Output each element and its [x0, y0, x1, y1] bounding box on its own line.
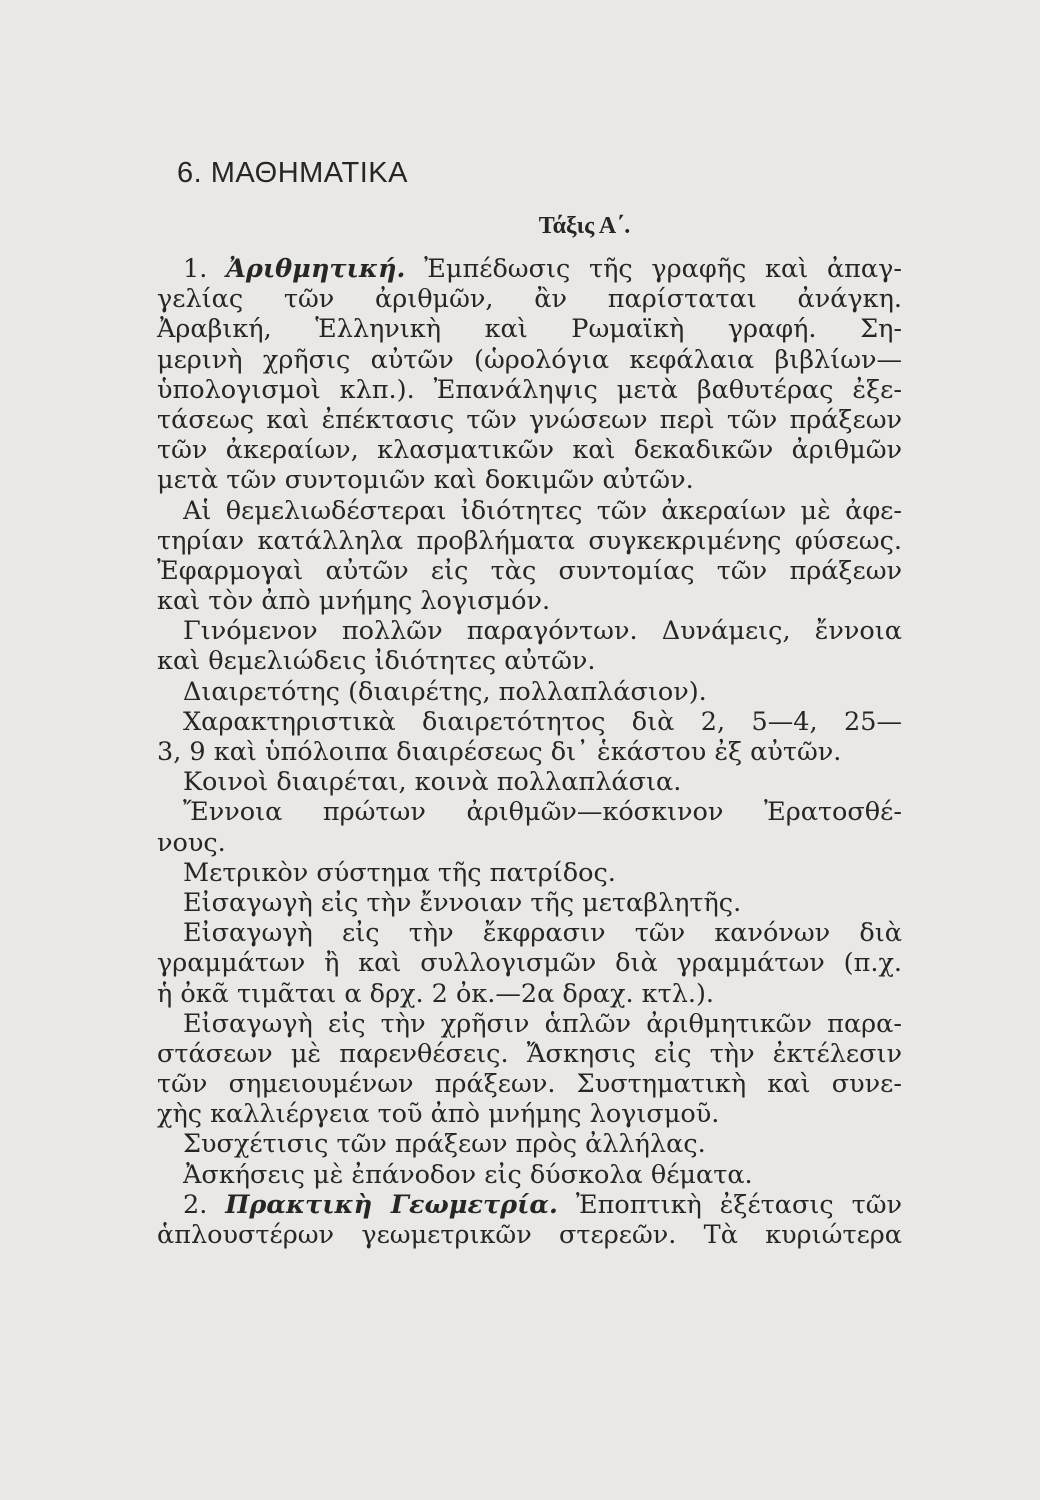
- line-text: Μετρικὸν σύστημα τῆς πατρίδος.: [183, 857, 616, 888]
- text-line: [157, 918, 902, 948]
- line-text: τηρίαν κατάλληλα προβλήματα συγκεκριμένης φύσεως.: [157, 525, 902, 556]
- line-text: στάσεων μὲ παρενθέσεις. Ἄσκησις εἰς τὴν ἐκτέλεσιν: [157, 1038, 902, 1069]
- emphasized-term: Ἀριθμητική.: [226, 254, 406, 284]
- line-text: γραμμάτων ἢ καὶ συλλογισμῶν διὰ γραμμάτων (π.χ.: [157, 948, 902, 979]
- text-line: [157, 1009, 902, 1039]
- line-text: μερινὴ χρῆσις αὐτῶν (ὡρολόγια κεφάλαια βιβλίων—: [157, 344, 902, 375]
- text-line: [157, 797, 902, 827]
- line-text: Ἀραβική, Ἑλληνικὴ καὶ Ρωμαϊκὴ γραφή. Ση-: [157, 314, 902, 345]
- line-text: Ἔννοια πρώτων ἀριθμῶν—κόσκινον Ἐρατοσθέ-: [183, 797, 902, 828]
- text-line: [157, 1099, 902, 1129]
- section-heading: 6. ΜΑΘΗΜΑΤΙΚΑ: [177, 157, 408, 189]
- line-text: Εἰσαγωγὴ εἰς τὴν χρῆσιν ἁπλῶν ἀριθμητικῶν παρα-: [183, 1008, 902, 1039]
- text-line: [157, 375, 902, 405]
- text-line: [157, 646, 902, 676]
- line-text-rest: Ἐποπτικὴ ἐξέτασις τῶν: [557, 1189, 903, 1220]
- text-line: [157, 1129, 902, 1159]
- text-line: [157, 888, 902, 918]
- line-text: ὑπολογισμοὶ κλπ.). Ἐπανάληψις μετὰ βαθυτέρας ἐξε-: [157, 374, 902, 405]
- line-text: 1.: [183, 254, 227, 284]
- page-content: [157, 150, 902, 1250]
- line-text: ἁπλουστέρων γεωμετρικῶν στερεῶν. Τὰ κυριώτερα: [157, 1220, 902, 1250]
- text-line: [157, 979, 902, 1009]
- text-line: [157, 1220, 902, 1250]
- text-line: [157, 556, 902, 586]
- line-text: γελίας τῶν ἀριθμῶν, ἂν παρίσταται ἀνάγκη.: [157, 284, 902, 315]
- line-text: Διαιρετότης (διαιρέτης, πολλαπλάσιον).: [183, 676, 707, 707]
- line-text: Χαρακτηριστικὰ διαιρετότητος διὰ 2, 5—4, 25—: [183, 706, 902, 737]
- line-text: ἡ ὀκᾶ τιμᾶται α δρχ. 2 ὀκ.—2α δραχ. κτλ.).: [157, 978, 715, 1009]
- text-line: [157, 254, 902, 284]
- text-line: [157, 345, 902, 375]
- line-text: χὴς καλλιέργεια τοῦ ἀπὸ μνήμης λογισμοῦ.: [157, 1099, 720, 1130]
- line-text: τῶν ἀκεραίων, κλασματικῶν καὶ δεκαδικῶν ἀριθμῶν: [157, 435, 902, 466]
- text-line: [157, 1190, 902, 1220]
- line-text: νους.: [157, 827, 226, 858]
- text-line: [157, 526, 902, 556]
- text-line: [157, 677, 902, 707]
- text-line: [157, 828, 902, 858]
- class-subheading: Τάξις Α΄.: [538, 213, 631, 239]
- line-text: τάσεως καὶ ἐπέκτασις τῶν γνώσεων περὶ τῶν πράξεων: [157, 404, 902, 435]
- line-text: καὶ θεμελιώδεις ἰδιότητες αὐτῶν.: [157, 646, 596, 677]
- text-line: [157, 737, 902, 767]
- text-line: [157, 1039, 902, 1069]
- text-line: [157, 405, 902, 435]
- text-line: [157, 767, 902, 797]
- line-text: Εἰσαγωγὴ εἰς τὴν ἔννοιαν τῆς μεταβλητῆς.: [183, 887, 742, 918]
- text-line: [157, 314, 902, 344]
- text-line: [157, 284, 902, 314]
- text-line: [157, 586, 902, 616]
- line-text: μετὰ τῶν συντομιῶν καὶ δοκιμῶν αὐτῶν.: [157, 465, 694, 496]
- line-text: Γινόμενον πολλῶν παραγόντων. Δυνάμεις, ἔννοια: [183, 616, 902, 647]
- line-text: 2.: [183, 1189, 226, 1220]
- line-text: Εἰσαγωγὴ εἰς τὴν ἔκφρασιν τῶν κανόνων διὰ: [183, 918, 902, 949]
- text-line: [157, 858, 902, 888]
- text-line: [157, 1069, 902, 1099]
- text-line: [157, 616, 902, 646]
- text-line: [157, 496, 902, 526]
- text-line: [157, 707, 902, 737]
- text-line: [157, 435, 902, 465]
- body-text: [157, 254, 902, 1250]
- line-text-rest: Ἐμπέδωσις τῆς γραφῆς καὶ ἀπαγ-: [405, 254, 902, 284]
- line-text: Ἀσκήσεις μὲ ἐπάνοδον εἰς δύσκολα θέματα.: [183, 1159, 753, 1190]
- line-text: Αἱ θεμελιωδέστεραι ἰδιότητες τῶν ἀκεραίων μὲ ἀφε-: [183, 495, 902, 526]
- text-line: [157, 465, 902, 495]
- emphasized-term: Πρακτικὴ Γεωμετρία.: [225, 1189, 558, 1220]
- text-line: [157, 1160, 902, 1190]
- line-text: τῶν σημειουμένων πράξεων. Συστηματικὴ καὶ συνε-: [157, 1069, 902, 1100]
- line-text: Συσχέτισις τῶν πράξεων πρὸς ἀλλήλας.: [183, 1129, 706, 1160]
- line-text: καὶ τὸν ἀπὸ μνήμης λογισμόν.: [157, 586, 551, 617]
- line-text: Κοινοὶ διαιρέται, κοινὰ πολλαπλάσια.: [183, 767, 682, 798]
- text-line: [157, 948, 902, 978]
- line-text: Ἐφαρμογαὶ αὐτῶν εἰς τὰς συντομίας τῶν πράξεων: [157, 555, 902, 586]
- line-text: 3, 9 καὶ ὑπόλοιπα διαιρέσεως δι᾽ ἑκάστου ἐξ αὐτῶν.: [157, 737, 842, 767]
